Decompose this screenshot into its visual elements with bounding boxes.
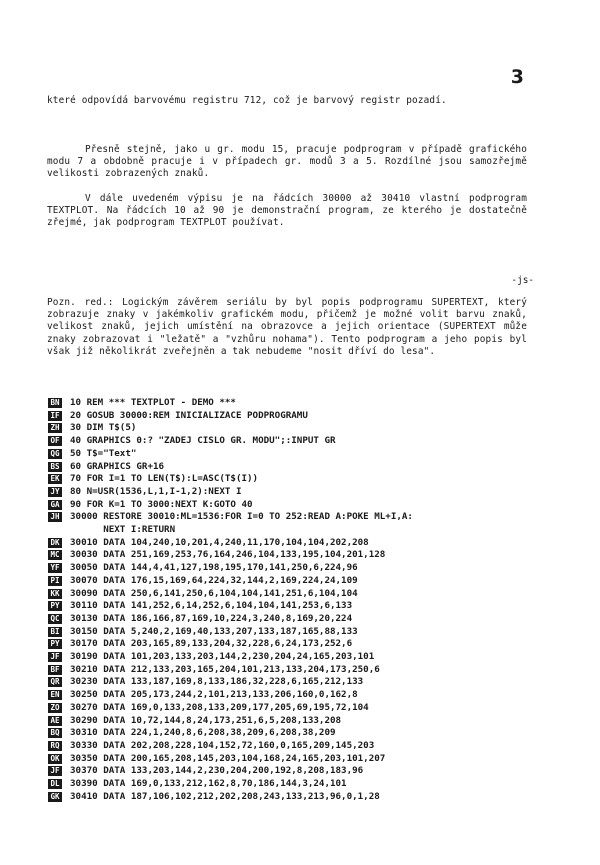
code-text: 30330 DATA 202,208,228,104,152,72,160,0,165,209,145,203 bbox=[70, 739, 375, 751]
code-text: 40 GRAPHICS 0:? "ZADEJ CISLO GR. MODU";:INPUT GR bbox=[70, 435, 336, 447]
listing-line bbox=[48, 765, 568, 778]
code-text: 30090 DATA 250,6,141,250,6,104,104,141,251,6,104,104 bbox=[70, 587, 358, 599]
listing-line bbox=[48, 486, 568, 499]
listing-line bbox=[48, 397, 568, 410]
code-text: 30 DIM T$(5) bbox=[70, 422, 137, 434]
code-text: NEXT I:RETURN bbox=[70, 524, 176, 536]
checksum-badge: EK bbox=[48, 474, 62, 484]
listing-line bbox=[48, 473, 568, 486]
paragraph-text: které odpovídá barvovému registru 712, což je barvový registr pozadí. bbox=[47, 95, 447, 106]
editor-note-text: Pozn. red.: Logickým závěrem seriálu by byl popis podprogramu SUPERTEXT, který zobrazuje znaky v jakémkoliv grafickém modu, přičemž je možné volit barvu znaků, velikost znaků, jejich umístění na obrazovce a jejich orientace (SUPERTEXT může znaky zobrazovat i "ležatě" a "vzhůru nohama"). Tento podprogram a jeho popis byl však již několikrát zveřejněn a tak nebudeme "nosit dříví do lesa". bbox=[47, 297, 527, 357]
paragraph-modes bbox=[47, 144, 527, 181]
checksum-badge: BQ bbox=[48, 728, 62, 738]
checksum-badge: YF bbox=[48, 563, 62, 573]
listing-line bbox=[48, 727, 568, 740]
listing-line bbox=[48, 676, 568, 689]
listing-line bbox=[48, 638, 568, 651]
paragraph-continuation bbox=[47, 95, 527, 107]
code-text: 90 FOR K=1 TO 3000:NEXT K:GOTO 40 bbox=[70, 498, 253, 510]
code-text: 10 REM *** TEXTPLOT - DEMO *** bbox=[70, 397, 236, 408]
checksum-badge: PY bbox=[48, 639, 62, 649]
code-text: 80 N=USR(1536,L,1,I-1,2):NEXT I bbox=[70, 485, 242, 497]
code-text: 30170 DATA 203,165,89,133,204,32,228,6,24,173,252,6 bbox=[70, 638, 353, 650]
code-text: 30270 DATA 169,0,133,208,133,209,177,205,69,195,72,104 bbox=[70, 701, 369, 713]
listing-line bbox=[48, 740, 568, 753]
listing-line bbox=[48, 499, 568, 512]
listing-line bbox=[48, 651, 568, 664]
page-number: 3 bbox=[510, 66, 524, 88]
code-text: 30250 DATA 205,173,244,2,101,213,133,206,160,0,162,8 bbox=[70, 689, 358, 701]
checksum-badge: KK bbox=[48, 589, 62, 599]
checksum-badge: DL bbox=[48, 779, 62, 789]
code-text: 30050 DATA 144,4,41,127,198,195,170,141,250,6,224,96 bbox=[70, 562, 358, 574]
checksum-badge: MC bbox=[48, 550, 62, 560]
checksum-badge: IF bbox=[48, 411, 62, 421]
listing-line bbox=[48, 753, 568, 766]
paragraph-text: V dále uvedeném výpisu je na řádcích 30000 až 30410 vlastní podprogram TEXTPLOT. Na řádcích 10 až 90 je demonstrační program, ze kterého je dostatečně zřejmé, jak podprogram TEXTPLOT používat. bbox=[47, 193, 527, 229]
listing-line bbox=[48, 626, 568, 639]
listing-line bbox=[48, 791, 568, 804]
checksum-badge: QC bbox=[48, 614, 62, 624]
listing-line bbox=[48, 549, 568, 562]
checksum-badge: EN bbox=[48, 690, 62, 700]
listing-line bbox=[48, 448, 568, 461]
listing-line bbox=[48, 689, 568, 702]
listing-line bbox=[48, 422, 568, 435]
code-text: 30370 DATA 133,203,144,2,230,204,200,192,8,208,183,96 bbox=[70, 765, 364, 777]
checksum-badge: PY bbox=[48, 601, 62, 611]
code-text: 30110 DATA 141,252,6,14,252,6,104,104,141,253,6,133 bbox=[70, 600, 353, 612]
checksum-badge: QG bbox=[48, 449, 62, 459]
checksum-badge: AE bbox=[48, 716, 62, 726]
listing-line bbox=[48, 664, 568, 677]
listing-line bbox=[48, 562, 568, 575]
checksum-badge: ZO bbox=[48, 703, 62, 713]
checksum-badge: BF bbox=[48, 665, 62, 675]
checksum-badge: GA bbox=[48, 500, 62, 510]
checksum-badge: BS bbox=[48, 462, 62, 472]
paragraph-text: Přesně stejně, jako u gr. modu 15, pracuje podprogram v případě grafického modu 7 a obdobně pracuje i v případech gr. modů 3 a 5. Rozdílné jsou samozřejmě velikosti zobrazených znaků. bbox=[47, 144, 527, 180]
listing-line bbox=[48, 524, 568, 537]
listing-line bbox=[48, 715, 568, 728]
code-text: 30290 DATA 10,72,144,8,24,173,251,6,5,208,133,208 bbox=[70, 714, 342, 726]
code-text: 70 FOR I=1 TO LEN(T$):L=ASC(T$(I)) bbox=[70, 473, 259, 485]
listing-line bbox=[48, 410, 568, 423]
listing-line bbox=[48, 537, 568, 550]
author-signature: -js- bbox=[511, 275, 534, 286]
code-text: 30010 DATA 104,240,10,201,4,240,11,170,104,104,202,208 bbox=[70, 536, 369, 548]
code-text: 30150 DATA 5,240,2,169,40,133,207,133,187,165,88,133 bbox=[70, 625, 358, 637]
checksum-badge: DK bbox=[48, 538, 62, 548]
listing-line bbox=[48, 778, 568, 791]
code-text: 20 GOSUB 30000:REM INICIALIZACE PODPROGRAMU bbox=[70, 409, 308, 421]
code-text: 30410 DATA 187,106,102,212,202,208,243,133,213,96,0,1,28 bbox=[70, 790, 380, 802]
code-text: 30310 DATA 224,1,240,8,6,208,38,209,6,208,38,209 bbox=[70, 727, 336, 739]
checksum-badge: RQ bbox=[48, 741, 62, 751]
listing-line bbox=[48, 435, 568, 448]
code-text: 30070 DATA 176,15,169,64,224,32,144,2,169,224,24,109 bbox=[70, 574, 358, 586]
listing-line bbox=[48, 600, 568, 613]
listing-line bbox=[48, 613, 568, 626]
listing-line bbox=[48, 511, 568, 524]
checksum-badge: BN bbox=[48, 398, 62, 408]
basic-listing bbox=[48, 397, 568, 804]
code-text: 60 GRAPHICS GR+16 bbox=[70, 460, 165, 472]
checksum-badge: QR bbox=[48, 677, 62, 687]
paragraph-listing-intro bbox=[47, 193, 527, 230]
listing-line bbox=[48, 461, 568, 474]
code-text: 30130 DATA 186,166,87,169,10,224,3,240,8,169,20,224 bbox=[70, 612, 353, 624]
code-text: 30210 DATA 212,133,203,165,204,101,213,133,204,173,250,6 bbox=[70, 663, 380, 675]
checksum-badge: PI bbox=[48, 576, 62, 586]
code-text: 50 T$="Text" bbox=[70, 447, 137, 459]
checksum-badge: JH bbox=[48, 512, 62, 522]
code-text: 30000 RESTORE 30010:ML=1536:FOR I=0 TO 252:READ A:POKE ML+I,A: bbox=[70, 511, 413, 523]
editor-note bbox=[47, 297, 527, 358]
code-text: 30350 DATA 200,165,208,145,203,104,168,24,165,203,101,207 bbox=[70, 752, 386, 764]
code-text: 30190 DATA 101,203,133,203,144,2,230,204,24,165,203,101 bbox=[70, 651, 375, 663]
checksum-badge: ZH bbox=[48, 423, 62, 433]
checksum-badge: JF bbox=[48, 652, 62, 662]
checksum-badge: BI bbox=[48, 627, 62, 637]
listing-line bbox=[48, 575, 568, 588]
checksum-badge: GK bbox=[48, 792, 62, 802]
checksum-badge: OF bbox=[48, 436, 62, 446]
checksum-badge: OK bbox=[48, 754, 62, 764]
checksum-badge: JF bbox=[48, 766, 62, 776]
checksum-badge bbox=[48, 525, 62, 535]
listing-line bbox=[48, 702, 568, 715]
code-text: 30230 DATA 133,187,169,8,133,186,32,228,6,165,212,133 bbox=[70, 676, 364, 688]
checksum-badge: JY bbox=[48, 487, 62, 497]
code-text: 30390 DATA 169,0,133,212,162,8,70,186,144,3,24,101 bbox=[70, 778, 347, 790]
listing-line bbox=[48, 588, 568, 601]
code-text: 30030 DATA 251,169,253,76,164,246,104,133,195,104,201,128 bbox=[70, 549, 386, 561]
